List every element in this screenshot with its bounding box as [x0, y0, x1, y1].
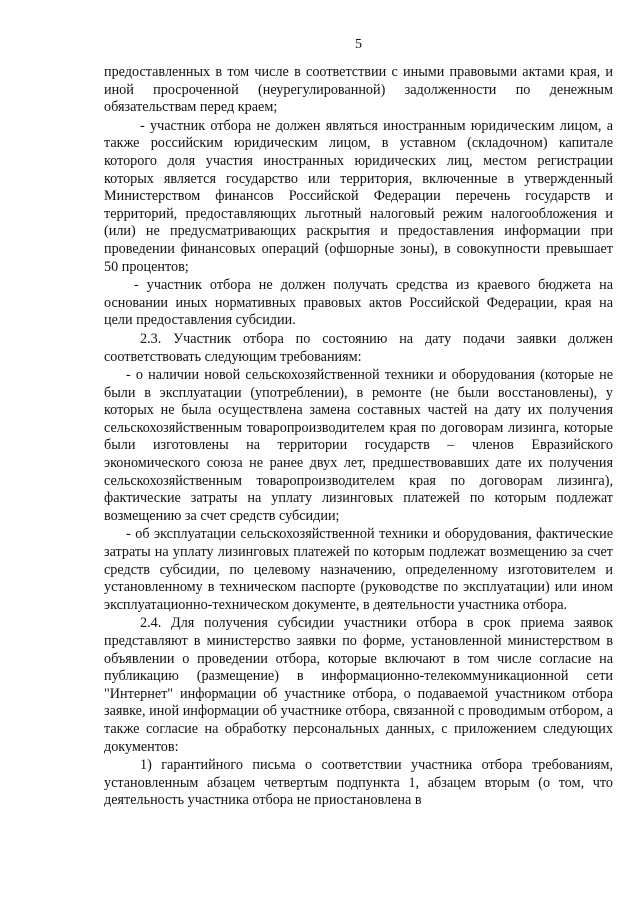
paragraph-foreign-entity: - участник отбора не должен являться иностранным юридическим лицом, а также российским юридическим лицом, в уставном (складочном) капитале которого доля участия иностранных юридических лиц, местом регистрации которых является государство или территория, включенные в утвержденный Министерством финансов Российской Федерации перечень государств и территорий, предоставляющих льготный налоговый режим налогообложения и (или) не предусматривающих раскрытия и предоставления информации при проведении финансовых операций (офшорные зоны), в совокупности превышает 50 процентов;: [104, 117, 613, 275]
document-page: [104, 36, 613, 810]
paragraph-section-2-4: 2.4. Для получения субсидии участники отбора в срок приема заявок представляют в министерство заявки по форме, установленной министерством в объявлении о проведении отбора, которые включают в том числе согласие на публикацию (размещение) в информационно-телекоммуникационной сети "Интернет" информации об участнике отбора, о подаваемой участником отбора заявке, иной информации об участнике отбора, связанной с проводимым отбором, а также согласие на обработку персональных данных, с приложением следующих документов:: [104, 615, 613, 755]
paragraph-new-equipment: - о наличии новой сельскохозяйственной техники и оборудования (которые не были в эксплуатации (употреблении), в ремонте (не были восстановлены), у которых не была осуществлена замена составных частей на дату их получения сельскохозяйственным товаропроизводителем края по договорам лизинга, которые были изготовлены на территории государств – членов Евразийского экономического союза не ранее двух лет, предшествовавших дате их получения сельскохозяйственным товаропроизводителем края по договорам лизинга), фактические затраты на уплату лизинговых платежей по которым подлежат возмещению за счет средств субсидии;: [104, 367, 613, 524]
paragraph-item-1-guarantee-letter: 1) гарантийного письма о соответствии участника отбора требованиям, установленным абзацем четвертым подпункта 1, абзацем вторым (о том, что деятельность участника отбора не приостановлена в: [104, 757, 613, 809]
paragraph-equipment-operation: - об эксплуатации сельскохозяйственной техники и оборудования, фактические затраты на уплату лизинговых платежей по которым подлежат возмещению за счет средств субсидии, по целевому назначению, определенному изготовителем и установленному в техническом паспорте (руководстве по эксплуатации) или ином эксплуатационно-техническом документе, в деятельности участника отбора.: [104, 526, 613, 613]
paragraph-debt-continuation: предоставленных в том числе в соответствии с иными правовыми актами края, и иной просроченной (неурегулированной) задолженности по денежным обязательствам перед краем;: [104, 64, 613, 116]
paragraph-section-2-3: 2.3. Участник отбора по состоянию на дату подачи заявки должен соответствовать следующим требованиям:: [104, 330, 613, 365]
page-number: 5: [355, 37, 362, 52]
paragraph-regional-budget: - участник отбора не должен получать средства из краевого бюджета на основании иных нормативных правовых актов Российской Федерации, края на цели предоставления субсидии.: [104, 277, 613, 329]
